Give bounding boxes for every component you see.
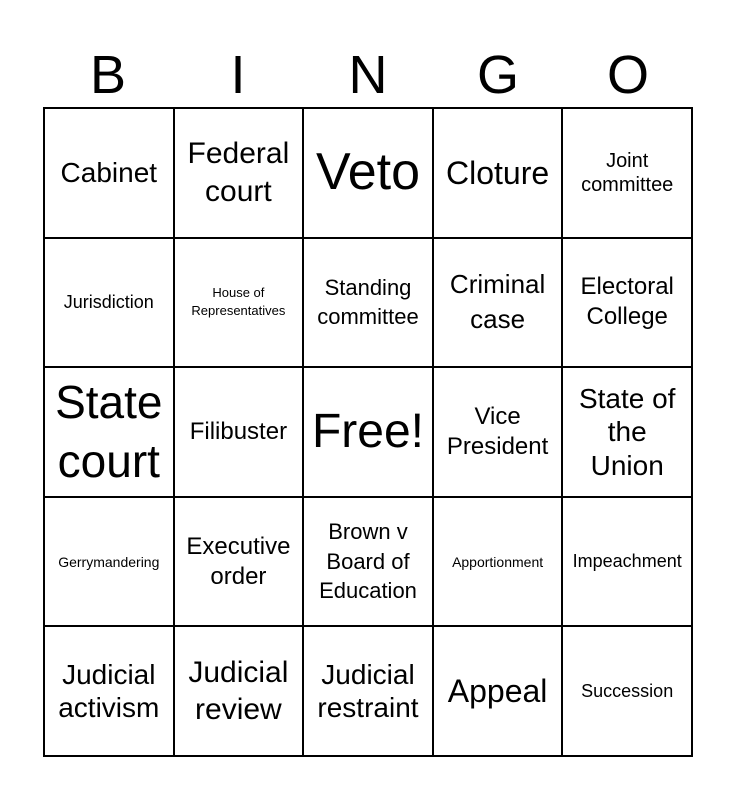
bingo-cell[interactable] <box>175 368 305 498</box>
bingo-cell[interactable] <box>563 109 693 239</box>
header-letter-g: G <box>476 45 519 105</box>
cell-text: Vice President <box>446 402 549 460</box>
bingo-cell[interactable] <box>304 239 434 369</box>
bingo-cell[interactable] <box>434 239 564 369</box>
header-letter-n: N <box>348 45 388 105</box>
bingo-card-grid <box>43 107 693 757</box>
cell-text: Impeachment <box>572 551 682 572</box>
cell-text: Judicial review <box>188 655 289 727</box>
bingo-cell[interactable] <box>563 498 693 628</box>
cell-text: State court <box>55 376 163 487</box>
bingo-cell[interactable] <box>304 627 434 757</box>
cell-text: Veto <box>315 143 421 202</box>
bingo-cell[interactable] <box>45 109 175 239</box>
cell-text: Cabinet <box>60 157 158 188</box>
cell-text: Gerrymandering <box>58 553 160 570</box>
bingo-cell[interactable] <box>434 109 564 239</box>
free-space[interactable] <box>304 368 434 498</box>
header-letter-o: O <box>606 45 649 105</box>
bingo-cell[interactable] <box>304 109 434 239</box>
bingo-cell[interactable] <box>45 239 175 369</box>
bingo-cell[interactable] <box>175 627 305 757</box>
bingo-cell[interactable] <box>434 368 564 498</box>
cell-text: Electoral College <box>580 273 674 331</box>
cell-text: Judicial restraint <box>317 658 419 724</box>
cell-text: Executive order <box>186 532 291 590</box>
cell-text: Standing committee <box>317 274 419 330</box>
header-letter-i: I <box>230 45 246 105</box>
cell-text: Succession <box>581 680 674 701</box>
cell-text: Filibuster <box>189 417 288 445</box>
bingo-cell[interactable] <box>563 627 693 757</box>
header-letter-b: B <box>89 45 127 105</box>
cell-text: State of the Union <box>578 382 676 481</box>
cell-text: Federal court <box>187 137 290 208</box>
bingo-cell[interactable] <box>45 498 175 628</box>
bingo-cell[interactable] <box>434 498 564 628</box>
cell-text: Free! <box>311 405 424 459</box>
bingo-cell[interactable] <box>175 239 305 369</box>
cell-text: Jurisdiction <box>63 291 154 312</box>
cell-text: Judicial activism <box>58 658 160 724</box>
bingo-cell[interactable] <box>563 368 693 498</box>
cell-text: House of Representatives <box>191 284 286 319</box>
cell-text: Apportionment <box>452 553 544 570</box>
cell-text: Appeal <box>447 673 548 709</box>
bingo-cell[interactable] <box>563 239 693 369</box>
bingo-cell[interactable] <box>175 498 305 628</box>
bingo-cell[interactable] <box>45 627 175 757</box>
bingo-cell[interactable] <box>45 368 175 498</box>
cell-text: Joint committee <box>581 149 674 196</box>
cell-text: Brown v Board of Education <box>319 519 417 604</box>
cell-text: Cloture <box>446 154 550 191</box>
bingo-cell[interactable] <box>304 498 434 628</box>
bingo-cell[interactable] <box>434 627 564 757</box>
bingo-cell[interactable] <box>175 109 305 239</box>
cell-text: Criminal case <box>449 269 546 335</box>
bingo-header <box>43 44 693 106</box>
